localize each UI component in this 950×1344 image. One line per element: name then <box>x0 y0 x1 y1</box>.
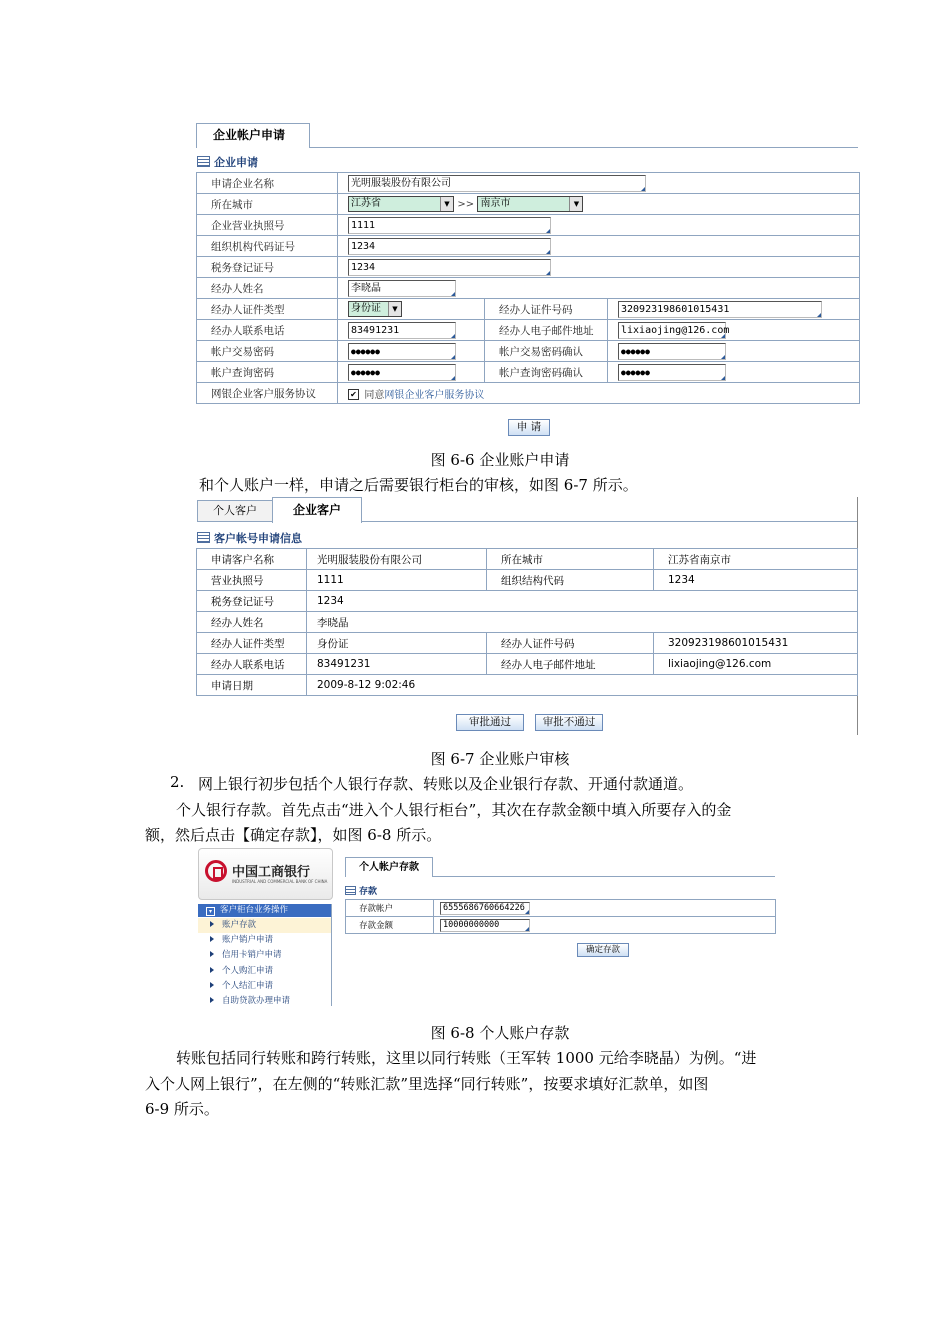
table-icon <box>197 156 210 167</box>
label: 经办人证件号码 <box>485 299 608 320</box>
logo-text: 中国工商银行 <box>232 865 311 880</box>
figure-caption: 图 6-8 个人账户存款 <box>430 1024 570 1042</box>
bullet-icon <box>210 921 214 927</box>
cell: 2009-8-12 9:02:46 <box>307 675 858 696</box>
chevron-down-icon: ▼ <box>440 197 453 211</box>
menu-item-buy-forex[interactable]: 个人购汇申请 <box>198 964 331 979</box>
deposit-form <box>345 899 776 934</box>
label: 存款帐户 <box>346 900 434 917</box>
tab-enterprise-customer[interactable]: 企业客户 <box>272 497 362 523</box>
enterprise-apply-form <box>196 172 860 404</box>
label: 经办人证件类型 <box>197 299 338 320</box>
reject-button[interactable]: 审批不通过 <box>535 714 603 731</box>
collapse-icon: ▾ <box>206 907 215 916</box>
cell: 所在城市 <box>487 549 654 570</box>
table-row <box>197 633 858 654</box>
chevron-down-icon: ▼ <box>388 302 401 316</box>
label: 帐户查询密码确认 <box>485 362 608 383</box>
label: 经办人联系电话 <box>197 320 338 341</box>
label: 帐户交易密码确认 <box>485 341 608 362</box>
cell: 320923198601015431 <box>654 633 858 654</box>
cell: lixiaojing@126.com <box>654 654 858 675</box>
figure-caption: 图 6-7 企业账户审核 <box>430 750 570 768</box>
cell: 税务登记证号 <box>197 591 307 612</box>
menu-item-close-account[interactable]: 账户销户申请 <box>198 933 331 948</box>
cell: 1234 <box>307 591 858 612</box>
menu-border <box>331 904 332 1006</box>
query-password-confirm-input[interactable]: ●●●●●● <box>618 364 726 381</box>
city-select[interactable]: 南京市 ▼ <box>477 196 583 212</box>
section-title: 存款 <box>359 887 378 897</box>
cell: 经办人证件号码 <box>487 633 654 654</box>
label: 所在城市 <box>197 194 338 215</box>
email-input[interactable]: lixiaojing@126.com <box>618 322 726 339</box>
trade-password-confirm-input[interactable]: ●●●●●● <box>618 343 726 360</box>
menu-item-sell-forex[interactable]: 个人结汇申请 <box>198 979 331 994</box>
list-item-text: 网上银行初步包括个人银行存款、转账以及企业银行存款、开通付款通道。 <box>198 775 694 793</box>
cell: 江苏省南京市 <box>654 549 858 570</box>
agree-prefix: 同意 <box>364 389 385 401</box>
tab-personal-customer[interactable]: 个人客户 <box>197 500 273 522</box>
cell: 组织结构代码 <box>487 570 654 591</box>
account-input[interactable]: 6555686760664226 <box>440 902 530 915</box>
bullet-icon <box>210 967 214 973</box>
bullet-icon <box>210 997 214 1003</box>
label: 企业营业执照号 <box>197 215 338 236</box>
cell: 经办人电子邮件地址 <box>487 654 654 675</box>
table-row <box>197 654 858 675</box>
table-row <box>197 570 858 591</box>
paragraph: 入个人网上银行”，在左侧的“转账汇款”里选择“同行转账”，按要求填好汇款单，如图 <box>145 1075 709 1093</box>
tab-enterprise-apply[interactable]: 企业帐户申请 <box>196 123 310 148</box>
confirm-deposit-button[interactable]: 确定存款 <box>577 943 629 957</box>
figure-caption: 图 6-6 企业账户申请 <box>430 451 570 469</box>
bullet-icon <box>210 936 214 942</box>
label: 帐户查询密码 <box>197 362 338 383</box>
table-icon <box>345 886 356 895</box>
id-type-select[interactable]: 身份证 ▼ <box>348 301 402 317</box>
cell: 光明服装股份有限公司 <box>307 549 487 570</box>
menu-item-deposit[interactable]: 账户存款 <box>198 918 331 933</box>
tab-personal-deposit[interactable]: 个人帐户存款 <box>345 857 433 877</box>
cell: 经办人证件类型 <box>197 633 307 654</box>
paragraph: 6-9 所示。 <box>145 1100 219 1118</box>
label: 税务登记证号 <box>197 257 338 278</box>
review-table <box>196 548 858 696</box>
apply-button[interactable]: 申 请 <box>508 419 550 436</box>
label: 网银企业客户服务协议 <box>197 383 338 404</box>
icbc-emblem-icon <box>205 860 227 882</box>
org-code-input[interactable]: 1234 <box>348 238 551 255</box>
cell: 83491231 <box>307 654 487 675</box>
cell: 1111 <box>307 570 487 591</box>
cell: 经办人联系电话 <box>197 654 307 675</box>
agreement-link[interactable]: 网银企业客户服务协议 <box>384 389 485 401</box>
emblem-inner <box>213 867 223 879</box>
tax-input[interactable]: 1234 <box>348 259 551 276</box>
query-password-input[interactable]: ●●●●●● <box>348 364 456 381</box>
menu-item-close-credit[interactable]: 信用卡销户申请 <box>198 948 331 963</box>
agent-name-input[interactable]: 李晓晶 <box>348 280 456 297</box>
license-input[interactable]: 1111 <box>348 217 551 234</box>
menu-item-loan[interactable]: 自助贷款办理申请 <box>198 994 331 1005</box>
list-number: 2. <box>170 773 185 791</box>
label: 组织机构代码证号 <box>197 236 338 257</box>
amount-input[interactable]: 10000000000 <box>440 919 530 932</box>
label: 经办人电子邮件地址 <box>485 320 608 341</box>
cell: 申请客户名称 <box>197 549 307 570</box>
table-icon <box>197 532 210 543</box>
bullet-icon <box>210 982 214 988</box>
table-row <box>197 591 858 612</box>
cell: 身份证 <box>307 633 487 654</box>
phone-input[interactable]: 83491231 <box>348 322 456 339</box>
section-title: 客户帐号申请信息 <box>214 532 302 545</box>
company-name-input[interactable]: 光明服装股份有限公司 <box>348 175 646 192</box>
id-number-input[interactable]: 320923198601015431 <box>618 301 822 318</box>
bullet-icon <box>210 951 214 957</box>
section-title: 企业申请 <box>214 156 258 169</box>
menu-header-label: 客户柜台业务操作 <box>220 905 289 915</box>
menu-header[interactable] <box>198 904 331 917</box>
cell: 营业执照号 <box>197 570 307 591</box>
chevron-down-icon: ▼ <box>569 197 582 211</box>
bank-logo <box>198 848 333 900</box>
label: 申请企业名称 <box>197 173 338 194</box>
paragraph: 和个人账户一样，申请之后需要银行柜台的审核，如图 6-7 所示。 <box>199 476 638 494</box>
cell: 经办人姓名 <box>197 612 307 633</box>
paragraph: 额，然后点击【确定存款】，如图 6-8 所示。 <box>145 826 442 844</box>
province-select[interactable]: 江苏省 ▼ <box>348 196 454 212</box>
trade-password-input[interactable]: ●●●●●● <box>348 343 456 360</box>
table-row <box>197 612 858 633</box>
table-row <box>197 549 858 570</box>
logo-subtext: INDUSTRIAL AND COMMERCIAL BANK OF CHINA <box>232 879 328 884</box>
paragraph: 个人银行存款。首先点击“进入个人银行柜台”，其次在存款金额中填入所要存入的金 <box>176 801 732 819</box>
table-row <box>197 675 858 696</box>
label: 帐户交易密码 <box>197 341 338 362</box>
label: 经办人姓名 <box>197 278 338 299</box>
cell: 李晓晶 <box>307 612 858 633</box>
cell: 1234 <box>654 570 858 591</box>
paragraph: 转账包括同行转账和跨行转账，这里以同行转账（王军转 1000 元给李晓晶）为例。“进 <box>176 1049 757 1067</box>
cell: 申请日期 <box>197 675 307 696</box>
approve-button[interactable]: 审批通过 <box>456 714 524 731</box>
separator: >> <box>457 199 475 210</box>
agree-checkbox[interactable]: ✔ <box>348 389 359 400</box>
label: 存款金额 <box>346 917 434 934</box>
